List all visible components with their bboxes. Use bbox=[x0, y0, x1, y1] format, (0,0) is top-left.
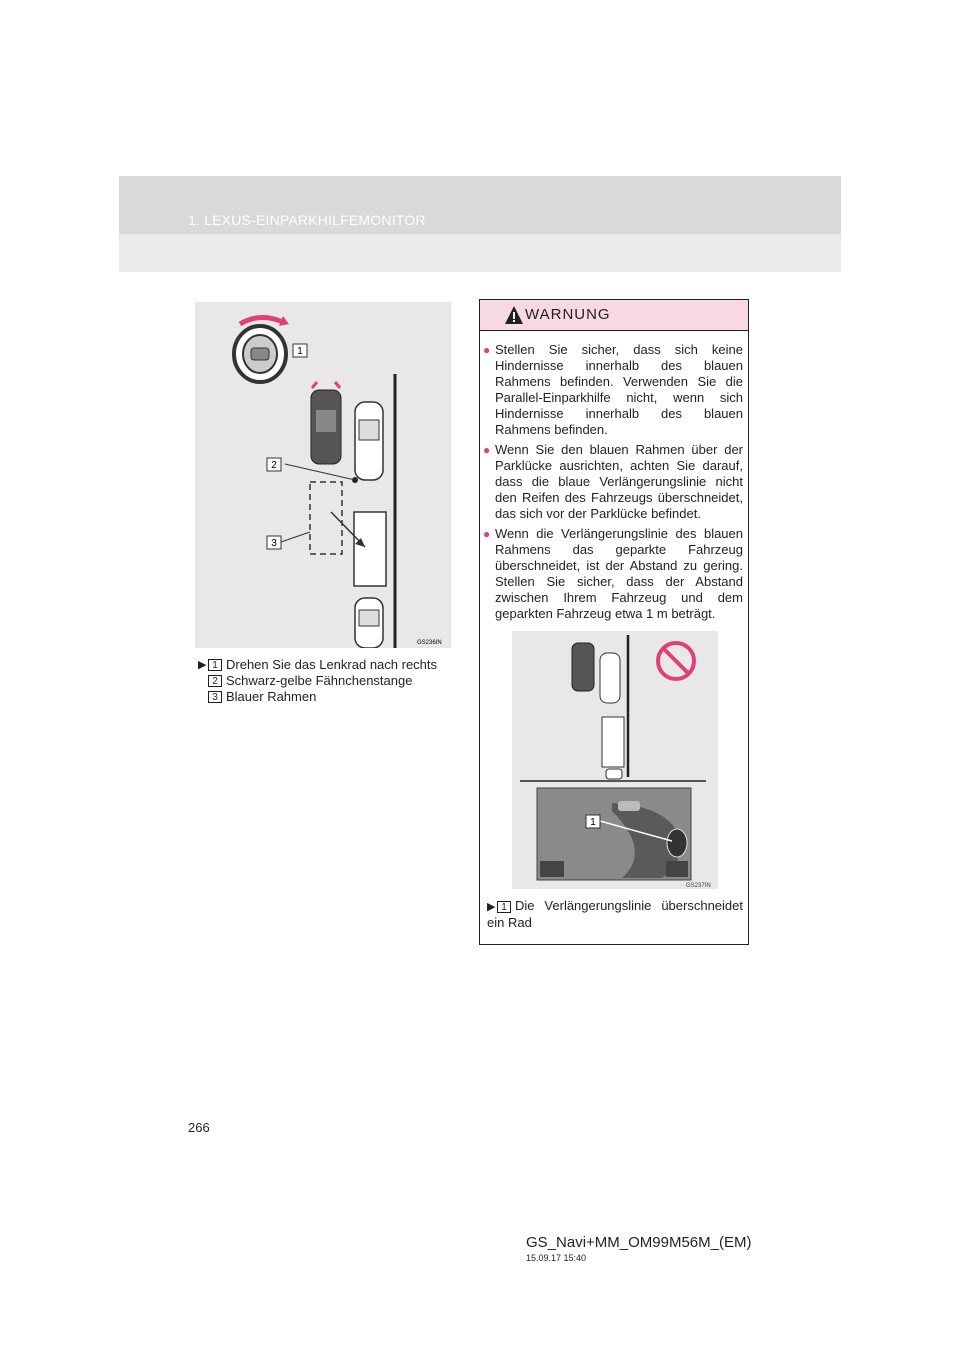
page-number: 266 bbox=[188, 1120, 210, 1135]
bullet-dot-icon: ● bbox=[483, 443, 491, 457]
section-title: 1. LEXUS-EINPARKHILFEMONITOR bbox=[188, 212, 426, 228]
warning-figure-caption bbox=[487, 898, 743, 931]
front-wheel-arrows-icon bbox=[312, 382, 340, 388]
legend-text-3: Blauer Rahmen bbox=[226, 689, 317, 704]
leader-line-2 bbox=[285, 464, 355, 480]
pointer-icon: ▶ bbox=[198, 659, 207, 671]
warning-diagram-svg bbox=[512, 631, 718, 889]
steering-wheel-icon bbox=[234, 326, 286, 382]
turn-arrow-icon bbox=[240, 317, 283, 324]
own-car-icon bbox=[572, 643, 594, 691]
callout-1: 1 bbox=[590, 817, 596, 828]
warning-triangle-icon bbox=[504, 305, 524, 325]
caption-text: Die Verlängerungslinie überschneidet ein Rad bbox=[487, 898, 743, 930]
figure-code-left: GS236IN bbox=[417, 640, 442, 646]
bullet-dot-icon: ● bbox=[483, 343, 491, 357]
warning-bullet-2: ● Wenn Sie den blauen Rahmen über der Parklücke ausrichten, achten Sie darauf, dass die blaue Verlängerungslinie nicht den Reifen des Fahrzeugs überschneidet, das sich vor der Parklücke befindet. bbox=[483, 442, 743, 521]
callout-3: 3 bbox=[271, 538, 277, 549]
parking-space-frame bbox=[354, 512, 386, 586]
legend-text-1: Drehen Sie das Lenkrad nach rechts bbox=[226, 657, 438, 672]
warning-header bbox=[480, 300, 748, 331]
legend-row-1 bbox=[198, 657, 437, 673]
warning-bullet-3: ● Wenn die Verlängerungslinie des blauen Rahmens das geparkte Fahrzeug überschneidet, ist der Abstand zu gering. Stellen Sie sicher, dass der Abstand zwischen Ihrem Fahrzeug und dem geparkten Fahrzeug etwa 1 m beträgt. bbox=[483, 526, 743, 621]
parked-car-rear-icon bbox=[355, 598, 383, 648]
document-code: GS_Navi+MM_OM99M56M_(EM) bbox=[526, 1234, 752, 1251]
parking-diagram-svg bbox=[195, 302, 451, 648]
warning-diagram bbox=[512, 631, 718, 889]
warning-bullet-1: ● Stellen Sie sicher, dass sich keine Hindernisse innerhalb des blauen Rahmens befinden. Verwenden Sie die Parallel-Einparkhilfe nicht, wenn sich Hindernisse innerhalb des blauen Rahmens befinden. bbox=[483, 342, 743, 437]
figure-legend bbox=[198, 657, 437, 705]
callout-2: 2 bbox=[271, 460, 277, 471]
callout-1: 1 bbox=[297, 346, 303, 357]
document-timestamp: 15.09.17 15:40 bbox=[526, 1253, 587, 1263]
warning-title: WARNUNG bbox=[525, 306, 611, 323]
legend-row-2 bbox=[198, 673, 437, 689]
caption-num: 1 bbox=[497, 901, 511, 913]
figure-code-right: GS237IN bbox=[686, 883, 711, 889]
parked-car-icon bbox=[600, 653, 620, 703]
pointer-icon: ▶ bbox=[487, 901, 496, 913]
parking-diagram bbox=[195, 302, 451, 648]
parking-space-frame bbox=[602, 717, 624, 767]
own-car-icon bbox=[311, 390, 341, 464]
bullet-dot-icon: ● bbox=[483, 527, 491, 541]
legend-row-3 bbox=[198, 689, 437, 705]
legend-num-3: 3 bbox=[208, 691, 222, 703]
legend-num-2: 2 bbox=[208, 675, 222, 687]
legend-num-1: 1 bbox=[208, 659, 222, 671]
legend-text-2: Schwarz-gelbe Fähnchenstange bbox=[226, 673, 413, 688]
parked-car-front-icon bbox=[355, 402, 383, 480]
